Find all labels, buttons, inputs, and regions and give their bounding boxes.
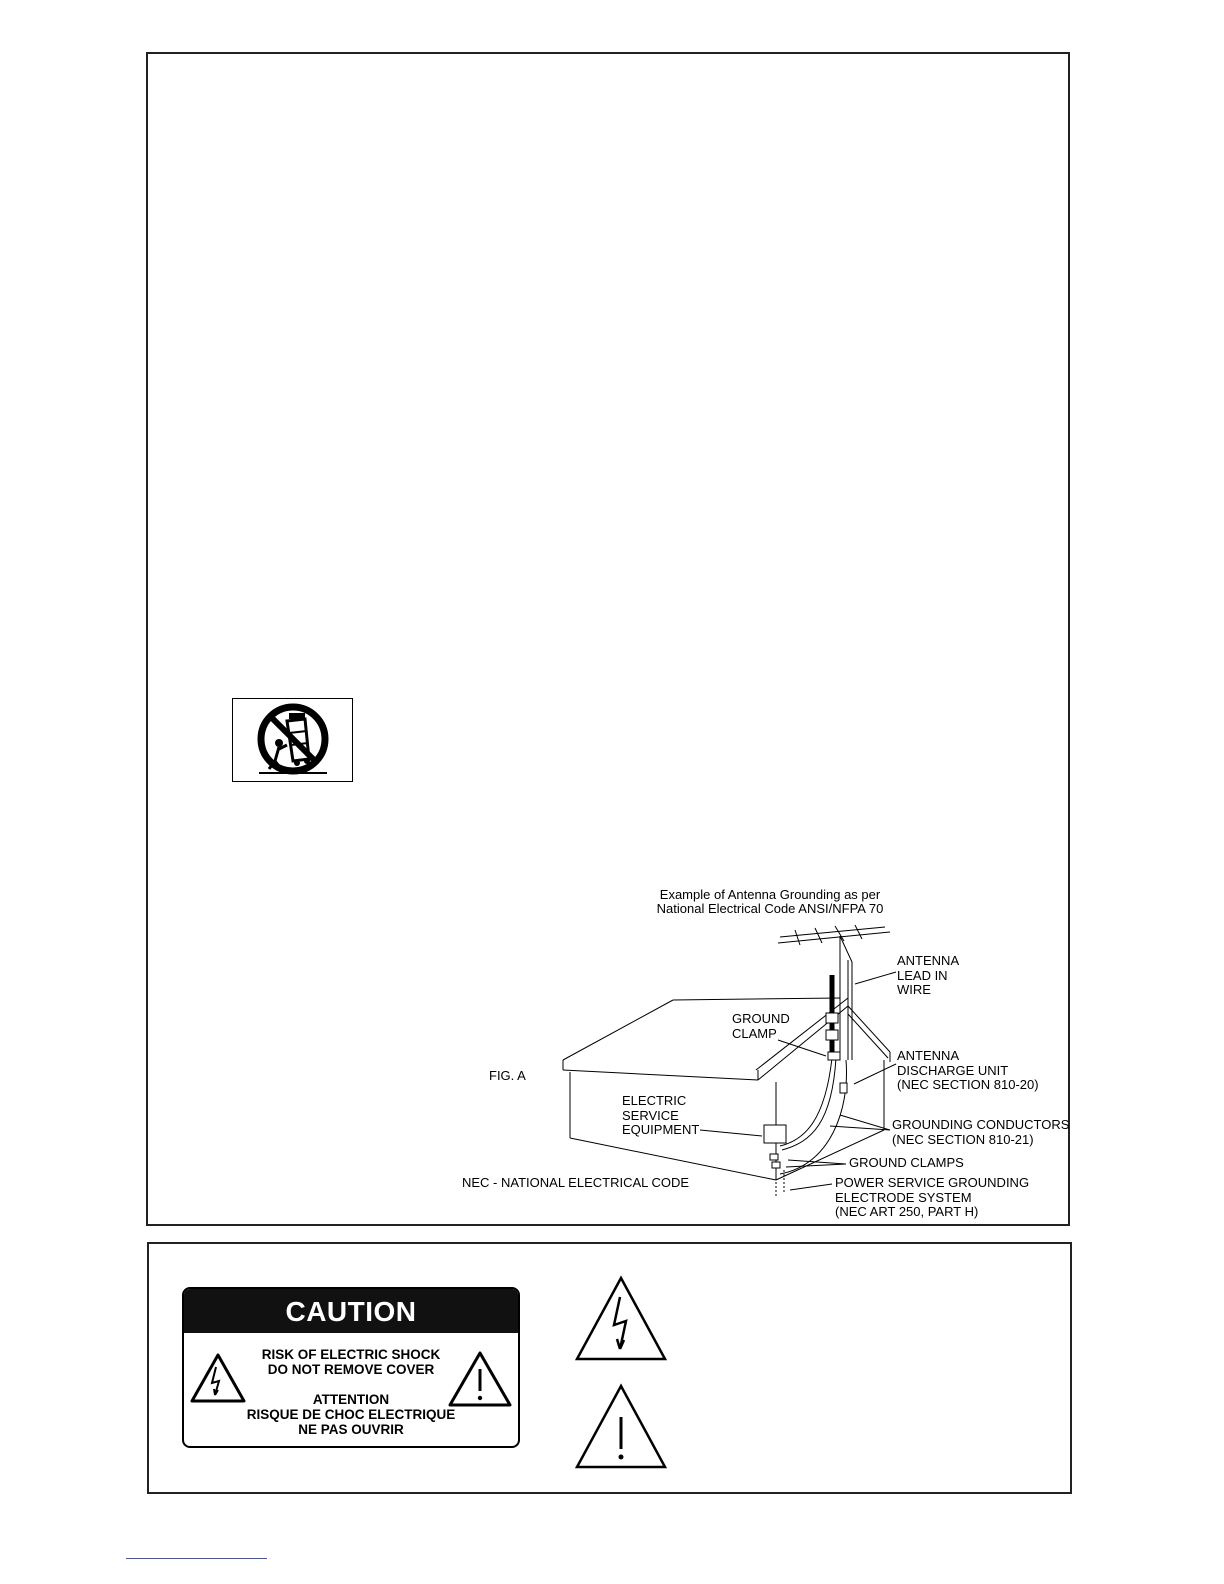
- power-service-grounding-label: POWER SERVICE GROUNDING ELECTRODE SYSTEM (NEC ART 250, PART H): [835, 1175, 1030, 1219]
- lightning-bolt-triangle-icon: [574, 1275, 668, 1361]
- antenna-discharge-unit-label: ANTENNA DISCHARGE UNIT (NEC SECTION 810-20): [897, 1048, 1039, 1092]
- caution-line-5: NE PAS OUVRIR: [298, 1422, 404, 1437]
- diagram-title-line1: Example of Antenna Grounding as per: [659, 887, 881, 902]
- electric-service-equipment-label: ELECTRIC SERVICE EQUIPMENT: [622, 1093, 700, 1137]
- ground-clamp-label: GROUND CLAMP: [732, 1011, 790, 1041]
- nec-note-label: NEC - NATIONAL ELECTRICAL CODE: [462, 1175, 690, 1190]
- fig-a-label: FIG. A: [489, 1068, 526, 1083]
- grounding-conductors-label: GROUNDING CONDUCTORS (NEC SECTION 810-21): [892, 1117, 1070, 1147]
- cart-tip-over-warning-icon: [253, 703, 333, 779]
- antenna-lead-in-wire-label: ANTENNA LEAD IN WIRE: [897, 953, 960, 997]
- exclamation-triangle-icon: [448, 1351, 512, 1407]
- footer-divider: [126, 1558, 267, 1559]
- ground-clamps-label: GROUND CLAMPS: [849, 1155, 964, 1170]
- caution-line-3: ATTENTION: [312, 1392, 390, 1407]
- caution-line-1: RISK OF ELECTRIC SHOCK: [261, 1347, 441, 1362]
- lightning-bolt-triangle-icon: [190, 1353, 246, 1403]
- caution-label: [182, 1287, 520, 1448]
- antenna-grounding-diagram: [460, 880, 1070, 1220]
- diagram-title-line2: National Electrical Code ANSI/NFPA 70: [656, 901, 884, 916]
- caution-line-4: RISQUE DE CHOC ELECTRIQUE: [246, 1407, 456, 1422]
- exclamation-triangle-icon: [574, 1383, 668, 1469]
- caution-line-2: DO NOT REMOVE COVER: [267, 1362, 435, 1377]
- caution-header: CAUTION: [184, 1289, 518, 1333]
- cart-warning-box: [232, 698, 353, 782]
